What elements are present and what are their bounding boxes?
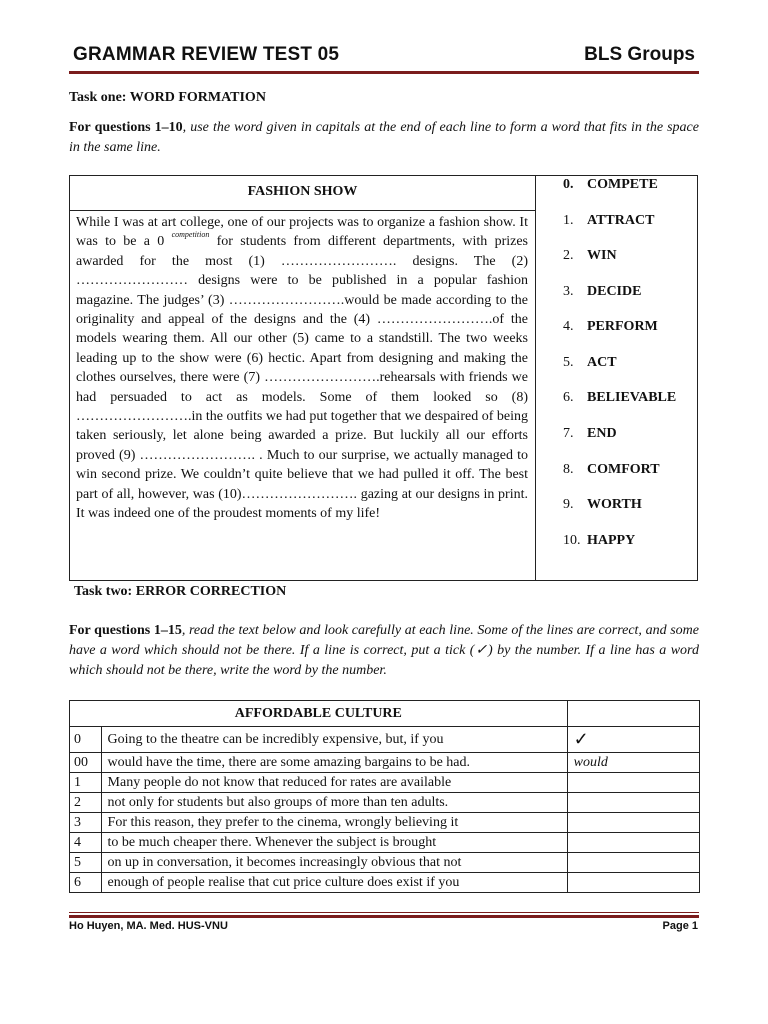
error-correction-table xyxy=(69,700,700,893)
table-row xyxy=(70,793,700,813)
row-number: 3 xyxy=(70,813,102,833)
example-word: 0. COMPETE xyxy=(563,177,658,192)
header-rule xyxy=(69,71,699,74)
row-text: For this reason, they prefer to the cinema, wrongly believing it xyxy=(101,813,567,833)
row-answer xyxy=(567,773,699,793)
row-text: to be much cheaper there. Whenever the subject is brought xyxy=(101,833,567,853)
footer-rule-top xyxy=(69,912,699,913)
task-one-heading: Task one: WORD FORMATION xyxy=(69,90,266,105)
row-answer xyxy=(567,873,699,893)
word-formation-table xyxy=(69,175,698,581)
table-title: AFFORDABLE CULTURE xyxy=(70,701,568,727)
example-answer: competition xyxy=(171,230,210,240)
task-two-heading: Task two: ERROR CORRECTION xyxy=(74,584,287,599)
word-item: 1. ATTRACT xyxy=(563,213,655,228)
row-number: 0 xyxy=(70,727,102,753)
test-title: GRAMMAR REVIEW TEST 05 xyxy=(73,44,340,65)
word-item: 6. BELIEVABLE xyxy=(563,390,677,405)
row-text: not only for students but also groups of more than ten adults. xyxy=(101,793,567,813)
row-number: 5 xyxy=(70,853,102,873)
row-text: would have the time, there are some amazing bargains to be had. xyxy=(101,753,567,773)
word-item: 3. DECIDE xyxy=(563,284,642,299)
word-item: 10. HAPPY xyxy=(563,533,636,548)
row-number: 00 xyxy=(70,753,102,773)
row-text: on up in conversation, it becomes increasingly obvious that not xyxy=(101,853,567,873)
word-item: 7. END xyxy=(563,426,617,441)
row-answer: would xyxy=(567,753,699,773)
word-item: 9. WORTH xyxy=(563,497,642,512)
row-text: Going to the theatre can be incredibly expensive, but, if you xyxy=(101,727,567,753)
row-text: enough of people realise that cut price culture does exist if you xyxy=(101,873,567,893)
table-row xyxy=(70,727,700,753)
row-text: Many people do not know that reduced for rates are available xyxy=(101,773,567,793)
table-row xyxy=(70,853,700,873)
row-answer xyxy=(567,833,699,853)
word-item: 4. PERFORM xyxy=(563,319,658,334)
row-number: 4 xyxy=(70,833,102,853)
row-answer xyxy=(567,813,699,833)
row-number: 1 xyxy=(70,773,102,793)
passage-text: While I was at art college, one of our projects was to organize a fashion show. It was to be a 0 $^{competition}$ for students from different departments, with prizes awarded for the most (1) ……………………. designs. The (2) …………………… designs were to be published in a popular fashion magazine. The judges’ (3) …………………….would be made according to the originality and appeal of the designs and the (4) …………………….of the models wearing them. All our other (5) came to a standstill. The two weeks leading up to the show were (6) hectic. Apart from designing and making the clothes ourselves, there were (7) …………………….rehearsals with friends we had persuaded to act as models. Some of them looked so (8) …………………….in the outfits we had put together that we despaired of being taken seriously, let alone being awarded a prize. But luckily all our efforts proved (9) ……………………. . Much to our surprise, we actually managed to win second prize. We couldn’t quite believe that we had pulled it off. The best part of all, however, was (10)……………………. gazing at our designs in print. It was indeed one of the proudest moments of my life! xyxy=(76,215,529,522)
row-answer xyxy=(567,793,699,813)
footer-rule xyxy=(69,915,699,918)
table-row xyxy=(70,813,700,833)
page-number: Page 1 xyxy=(662,920,698,932)
task-two-instructions: For questions 1–15, read the text below and look carefully at each line. Some of the lines are correct, and some have a word which should not be there. If a line is correct, put a tick (✓) by the number. If a line has a word which should not be there, write the word by the number. xyxy=(69,623,699,678)
table-row xyxy=(70,773,700,793)
table-row xyxy=(70,753,700,773)
table-row xyxy=(70,873,700,893)
word-item: 8. COMFORT xyxy=(563,462,660,477)
word-item: 5. ACT xyxy=(563,355,617,370)
row-number: 6 xyxy=(70,873,102,893)
passage-title: FASHION SHOW xyxy=(247,184,358,199)
word-item: 2. WIN xyxy=(563,248,617,263)
task-one-instructions: For questions 1–10, use the word given in capitals at the end of each line to form a word that fits in the space in the same line. xyxy=(69,120,699,155)
footer-author: Ho Huyen, MA. Med. HUS-VNU xyxy=(69,920,228,932)
row-answer: ✓ xyxy=(567,727,699,753)
table-row xyxy=(70,833,700,853)
group-name: BLS Groups xyxy=(584,44,695,65)
row-number: 2 xyxy=(70,793,102,813)
row-answer xyxy=(567,853,699,873)
page-header xyxy=(69,42,699,70)
